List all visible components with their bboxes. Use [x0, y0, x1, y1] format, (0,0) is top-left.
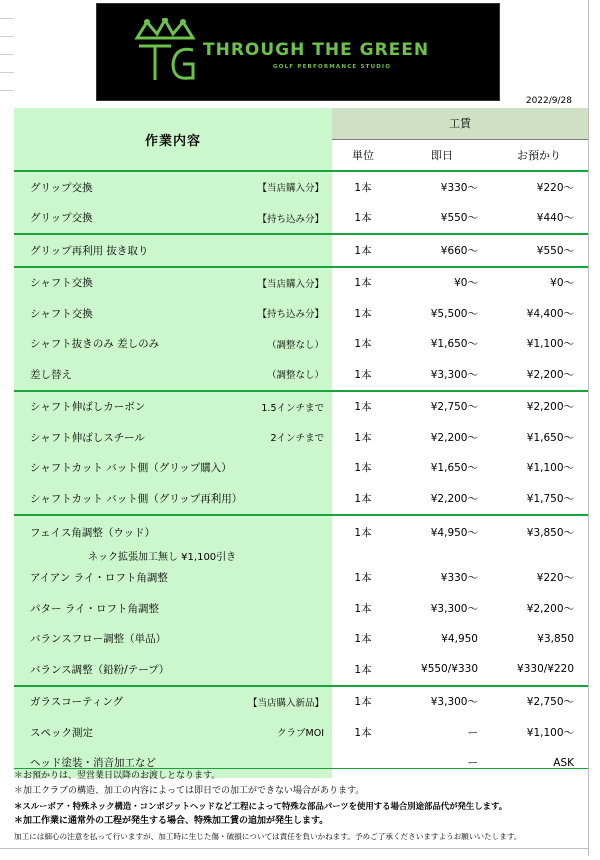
brand-logo: [96, 3, 500, 101]
row-dropoff-price: ¥440～: [536, 212, 575, 225]
header-unit: 単位: [332, 139, 394, 171]
row-unit: 1本: [354, 726, 372, 739]
row-dropoff-price: ¥3,850: [537, 632, 575, 645]
row-label: バランス調整（鉛粉/テープ）: [30, 663, 170, 676]
row-sameday-price: ¥2,200～: [430, 492, 478, 505]
row-dropoff-price: ¥330/¥220: [517, 663, 575, 676]
row-label: パター ライ・ロフト角調整: [30, 602, 160, 615]
row-note: （調整なし）: [266, 339, 324, 351]
row-dropoff-price: ¥2,200～: [526, 602, 575, 615]
row-dropoff-price: ¥0～: [490, 267, 588, 299]
row-unit: 1本: [354, 368, 372, 381]
table-row: [14, 391, 588, 423]
row-label: グリップ交換: [30, 181, 93, 194]
row-dropoff-price: ¥4,400～: [526, 307, 575, 320]
row-label: シャフトカット バット側（グリップ購入）: [30, 462, 232, 475]
footnote: ＊スルーボア・特殊ネック構造・コンポジットヘッドなど工程によって特殊な部品パーツを使用する場合別途部品代が発生します。: [14, 801, 508, 811]
sheet-gridline: [0, 36, 14, 37]
row-dropoff-price: ¥3,850～: [490, 515, 588, 563]
table-row: [14, 203, 588, 235]
row-label: シャフトカット バット側（グリップ再利用）: [30, 492, 243, 505]
header-fee: 工賃: [332, 108, 588, 139]
row-extra-note: ネック拡張加工無し ¥1,100引き: [88, 551, 237, 563]
row-dropoff-price: ¥1,100～: [526, 462, 575, 475]
sheet-gridline: [0, 72, 14, 73]
row-unit: 1本: [332, 686, 394, 718]
row-sameday-price: ¥1,650～: [430, 338, 478, 351]
row-sameday-price: ¥550～: [440, 212, 478, 225]
table-row: [14, 234, 588, 267]
row-unit: 1本: [354, 212, 372, 225]
sheet-gridline: [0, 90, 14, 91]
row-sameday-price: ¥5,500～: [430, 307, 478, 320]
row-note: 【当店購入新品】: [247, 697, 324, 709]
row-sameday-price: ¥2,200～: [430, 431, 478, 444]
row-sameday-price: ¥3,300～: [430, 602, 478, 615]
row-unit: 1本: [354, 431, 372, 444]
table-row: [14, 267, 588, 299]
row-label: スペック測定: [30, 726, 93, 739]
header-sameday: 即日: [394, 139, 490, 171]
table-row: [14, 171, 588, 203]
row-sameday-price: ¥0～: [394, 267, 490, 299]
row-sameday-price: ¥330～: [440, 572, 478, 585]
row-unit: 1本: [354, 338, 372, 351]
row-label: シャフト伸ばしカーボン: [30, 401, 146, 414]
footnote: ＊加工クラブの構造、加工の内容によっては即日での加工ができない場合があります。: [14, 786, 365, 796]
row-sameday-price: ¥4,950～: [394, 515, 490, 563]
row-note: （調整なし）: [266, 370, 324, 382]
row-note: 【持ち込み分】: [257, 309, 324, 321]
table-row: [14, 453, 588, 484]
header-work: 作業内容: [14, 108, 332, 171]
row-sameday-price: ¥2,750～: [394, 391, 490, 423]
brand-name: THROUGH THE GREEN: [203, 40, 430, 60]
row-label: フェイス角調整（ウッド）: [30, 526, 156, 539]
row-note: 1.5インチまで: [261, 402, 324, 414]
table-row: [14, 298, 588, 329]
row-unit: 1本: [354, 633, 372, 646]
row-unit: 1本: [354, 307, 372, 320]
table-row: [14, 329, 588, 360]
sheet-gridline: [0, 54, 14, 55]
row-label: シャフト抜きのみ 差しのみ: [30, 338, 160, 351]
row-note: クラブMOI: [277, 728, 324, 740]
row-label: ヘッド塗装・消音加工など: [30, 757, 156, 770]
price-table: [14, 108, 588, 778]
row-unit: 1本: [332, 267, 394, 299]
table-row: [14, 624, 588, 655]
row-label: シャフト交換: [30, 307, 93, 320]
table-row: [14, 515, 588, 563]
document-date: 2022/9/28: [525, 96, 572, 106]
row-sameday-price: ¥1,650～: [430, 462, 478, 475]
row-note: 【当店購入分】: [257, 278, 324, 290]
row-dropoff-price: ¥220～: [490, 171, 588, 203]
row-sameday-price: ¥3,300～: [430, 368, 478, 381]
row-dropoff-price: ¥1,750～: [526, 492, 575, 505]
sheet-gridline: [0, 848, 588, 849]
row-label: グリップ再利用 抜き取り: [30, 244, 149, 257]
row-note: 【持ち込み分】: [257, 213, 324, 225]
row-sameday-price: ー: [467, 726, 478, 739]
row-unit: 1本: [354, 572, 372, 585]
row-label: シャフト交換: [30, 277, 93, 290]
table-header-row: [14, 108, 588, 139]
row-unit: 1本: [332, 515, 394, 563]
row-dropoff-price: ¥1,100～: [526, 726, 575, 739]
row-sameday-price: ¥550/¥330: [421, 663, 478, 676]
row-unit: 1本: [354, 602, 372, 615]
table-row: [14, 654, 588, 686]
row-dropoff-price: ¥1,650～: [526, 431, 575, 444]
row-sameday-price: ¥330～: [394, 171, 490, 203]
row-label: シャフト伸ばしスチール: [30, 431, 145, 444]
brand-tagline: GOLF PERFORMANCE STUDIO: [273, 64, 392, 70]
row-note: 2インチまで: [270, 433, 324, 445]
row-label: アイアン ライ・ロフト角調整: [30, 572, 168, 585]
row-dropoff-price: ¥1,100～: [526, 338, 575, 351]
header-dropoff: お預かり: [490, 139, 588, 171]
row-sameday-price: ¥3,300～: [394, 686, 490, 718]
row-dropoff-price: ¥2,200～: [526, 368, 575, 381]
row-dropoff-price: ¥2,750～: [490, 686, 588, 718]
row-note: 【当店購入分】: [257, 183, 324, 195]
disclaimer: 加工には細心の注意を払って行いますが、加工時に生じた傷・破損については責任を負いかねます。予めご了承くださいますようお願いいたします。: [14, 832, 522, 841]
table-row: [14, 483, 588, 515]
table-row: [14, 593, 588, 624]
row-unit: 1本: [332, 391, 394, 423]
row-unit: 1本: [332, 171, 394, 203]
row-unit: 1本: [332, 234, 394, 267]
row-dropoff-price: ASK: [553, 756, 575, 769]
table-row: [14, 686, 588, 718]
crown-tg-logo-icon: [131, 18, 199, 86]
sheet-gridline: [0, 18, 14, 19]
row-dropoff-price: ¥220～: [536, 572, 575, 585]
footnotes: [14, 768, 588, 844]
row-label: バランスフロー調整（単品）: [30, 633, 167, 646]
row-sameday-price: ¥660～: [394, 234, 490, 267]
row-unit: 1本: [354, 492, 372, 505]
table-row: [14, 359, 588, 391]
row-dropoff-price: ¥550～: [490, 234, 588, 267]
row-sameday-price: ー: [467, 757, 478, 770]
footnote: ＊お預かりは、翌営業日以降のお渡しとなります。: [14, 771, 221, 781]
row-unit: 1本: [354, 462, 372, 475]
row-unit: 1本: [354, 663, 372, 676]
table-row: [14, 422, 588, 453]
footnote: ＊加工作業に通常外の工程が発生する場合、特殊加工賃の追加が発生します。: [14, 816, 329, 826]
row-label: ガラスコーティング: [30, 696, 124, 709]
row-sameday-price: ¥4,950: [441, 632, 478, 645]
row-dropoff-price: ¥2,200～: [490, 391, 588, 423]
row-label: 差し替え: [30, 368, 72, 381]
table-row: [14, 717, 588, 748]
table-row: [14, 563, 588, 594]
row-label: グリップ交換: [30, 212, 93, 225]
